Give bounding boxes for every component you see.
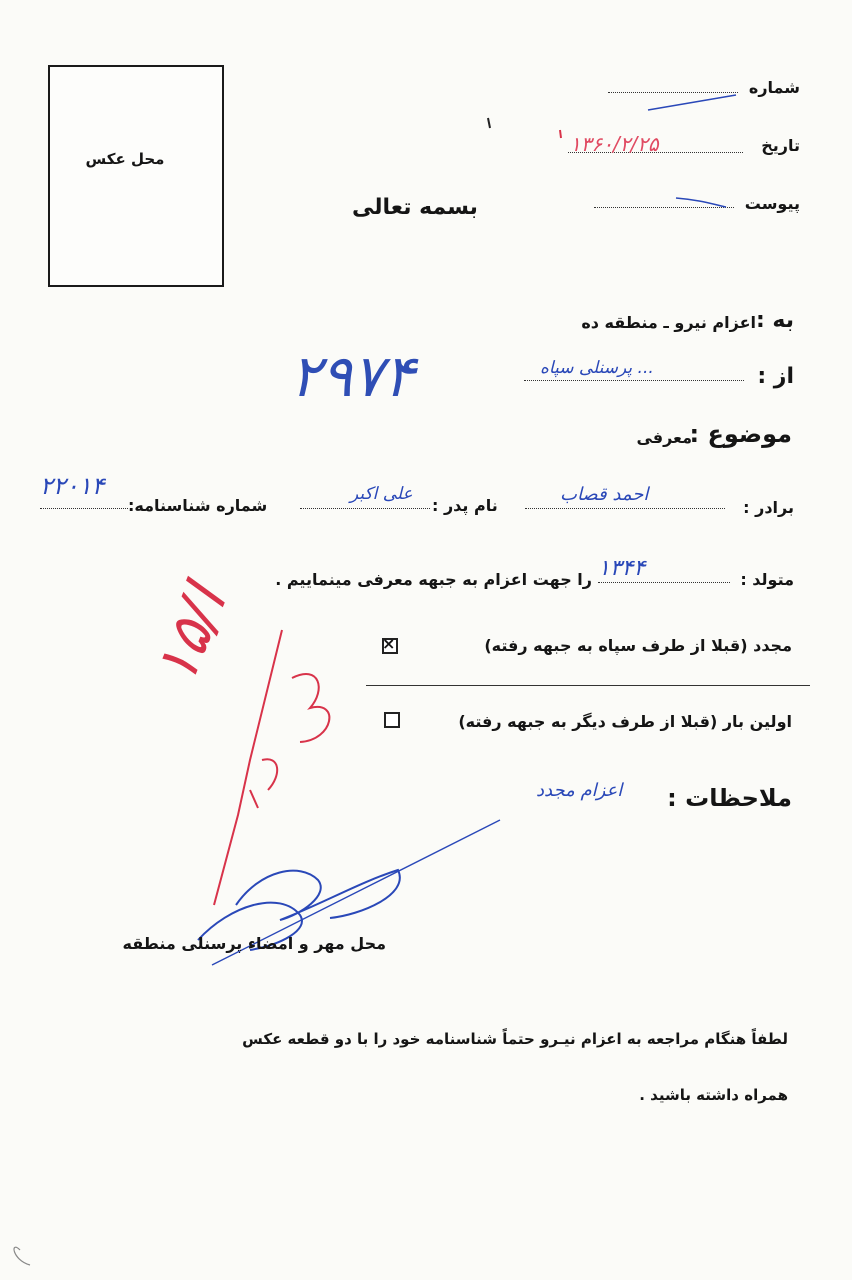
- date-value: ۱۳۶۰/۲/۲۵: [570, 132, 659, 156]
- remarks-label: ملاحظات :: [667, 784, 792, 812]
- brother-value: احمد قصاب: [560, 484, 649, 505]
- from-label: از :: [757, 364, 794, 389]
- birth-label: متولد :: [740, 570, 794, 589]
- number-label: شماره: [748, 78, 800, 97]
- birth-value: ۱۳۴۴: [598, 556, 646, 581]
- birth-suffix: را جهت اعزام به جبهه معرفی مینماییم .: [275, 570, 592, 589]
- from-value: پرسنلی سپاه ...: [540, 358, 654, 378]
- remarks-value: اعزام مجدد: [536, 780, 623, 801]
- id-number-value: ۲۲۰۱۴: [40, 472, 105, 500]
- date-label: تاریخ: [761, 136, 800, 155]
- page-title: بسمه تعالی: [352, 195, 478, 220]
- subject-value: معرفی: [636, 428, 692, 447]
- brother-label: برادر :: [743, 498, 794, 517]
- to-value: اعزام نیرو ـ منطقه ده: [581, 313, 756, 332]
- checkmark-icon: ×: [382, 634, 396, 653]
- note-line-2: همراه داشته باشید .: [639, 1086, 788, 1104]
- father-label: نام پدر :: [432, 496, 498, 515]
- father-value: علی اکبر: [350, 484, 413, 504]
- option-first-label: اولین بار (قبلا از طرف دیگر به جبهه رفته): [458, 712, 792, 731]
- option-repeat-label: مجدد (قبلا از طرف سپاه به جبهه رفته): [484, 636, 792, 655]
- subject-label: موضوع :: [689, 420, 792, 448]
- note-line-1: لطفاً هنگام مراجعه به اعزام نیـرو حتماً شناسنامه خود را با دو قطعه عکس: [242, 1030, 788, 1048]
- stamp-label: محل مهر و امضاء پرسنلی منطقه: [122, 934, 386, 953]
- to-label: به :: [755, 308, 794, 333]
- attachment-label: پیوست: [744, 194, 800, 213]
- id-number-label: شماره شناسنامه:: [128, 496, 268, 515]
- tracking-number: ۲۹۷۴: [290, 342, 415, 410]
- red-annotation: ۱۵/ا: [140, 577, 240, 694]
- photo-label: محل عکس: [85, 150, 165, 168]
